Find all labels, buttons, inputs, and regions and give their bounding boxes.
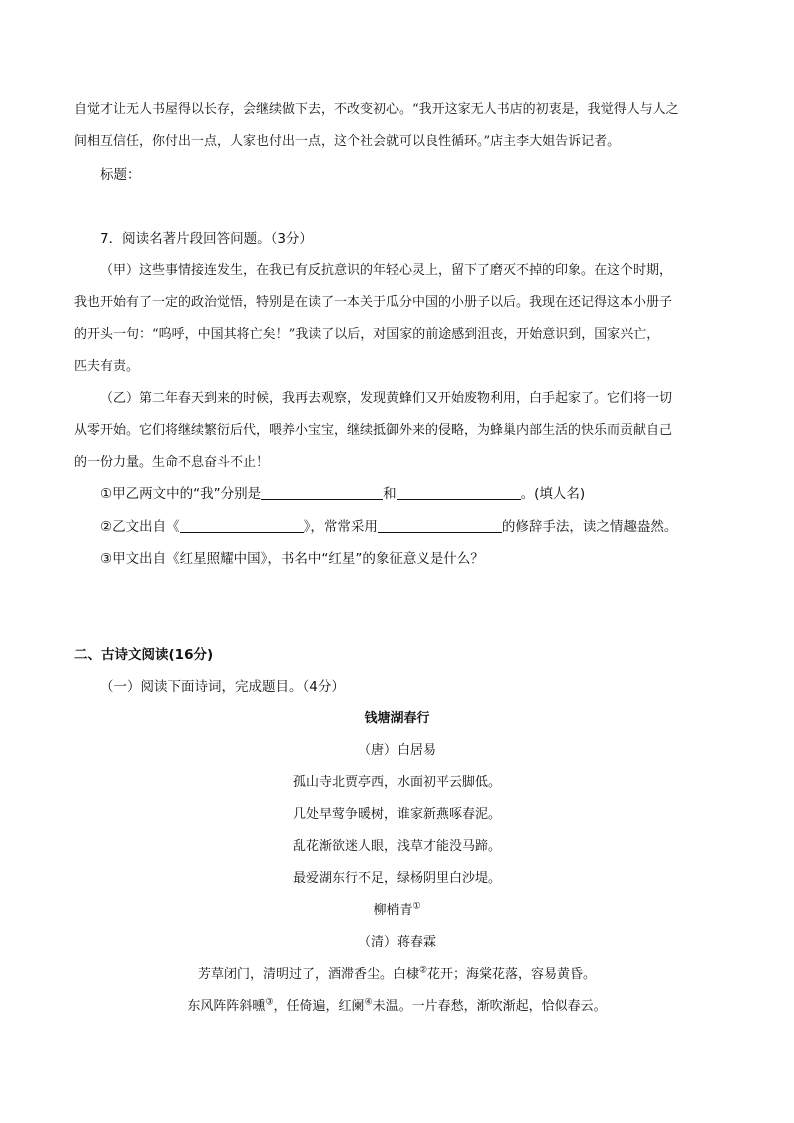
excerpt-jia-line: （甲）这些事情接连发生，在我已有反抗意识的年轻心灵上，留下了磨灭不掉的印象。在这个时期， [100, 263, 673, 278]
excerpt-yi-line: （乙）第二年春天到来的时候，我再去观察，发现黄蜂们又开始废物利用，白手起家了。它们将一切 [100, 391, 673, 406]
title-answer-label: 标题： [100, 167, 141, 183]
sub-question-3: ③甲文出自《红星照耀中国》，书名中“红星”的象征意义是什么？ [100, 551, 484, 567]
sub-question-2: ②乙文出自《 》，常常采用 的修辞手法，读之情趣盎然。 [100, 519, 678, 535]
excerpt-yi-line: 从零开始。它们将继续繁衍后代，喂养小宝宝，继续抵御外来的侵略，为蜂巢内部生活的快乐而贡献自己 [74, 423, 673, 438]
poem-line: 最爱湖东行不足，绿杨阴里白沙堤。 [292, 871, 501, 886]
poem-author: （清）蒋春霖 [357, 935, 436, 950]
excerpt-yi-line: 的一份力量。生命不息奋斗不止！ [74, 455, 270, 470]
answer-blank[interactable] [378, 518, 502, 533]
poem-line: 东风阵阵斜曛③，任倚遍，红阑④未温。一片春愁，渐吹渐起，恰似春云。 [187, 997, 607, 1014]
answer-blank[interactable] [261, 485, 383, 500]
excerpt-jia-line: 匹夫有责。 [74, 359, 140, 374]
poem-author: （唐）白居易 [357, 743, 436, 758]
sub-question-1: ①甲乙两文中的“我”分别是 和 。(填人名) [100, 486, 586, 502]
footnote-marker: ② [418, 965, 428, 976]
poem-line: 几处早莺争暖树，谁家新燕啄春泥。 [292, 807, 501, 822]
poem-line: 芳草闭门，清明过了，酒滞香尘。白棣②花开；海棠花落，容易黄昏。 [197, 965, 597, 982]
poem-line: 乱花渐欲迷人眼，浅草才能没马蹄。 [292, 839, 501, 854]
footnote-marker: ④ [364, 997, 373, 1008]
poem-title: 钱塘湖春行 [364, 711, 430, 726]
poem-title: 柳梢青① [373, 901, 421, 918]
excerpt-jia-line: 的开头一句：“呜呼，中国其将亡矣！”我读了以后，对国家的前途感到沮丧，开始意识到，国家兴亡， [74, 327, 660, 342]
excerpt-jia-line: 我也开始有了一定的政治觉悟，特别是在读了一本关于瓜分中国的小册子以后。我现在还记得这本小册子 [74, 295, 673, 310]
passage-line: 自觉才让无人书屋得以长存，会继续做下去，不改变初心。“我开这家无人书店的初衷是，我觉得人与人之 [74, 102, 679, 117]
section-2-heading: 二、古诗文阅读(16分) [74, 647, 214, 663]
poem-line: 孤山寺北贾亭西，水面初平云脚低。 [292, 775, 501, 790]
passage-line: 间相互信任，你付出一点，人家也付出一点，这个社会就可以良性循环。”店主李大姐告诉记者。 [74, 134, 621, 149]
answer-blank[interactable] [180, 518, 304, 533]
answer-blank[interactable] [397, 485, 521, 500]
section-2-subheading: （一）阅读下面诗词，完成题目。（4分） [100, 679, 345, 695]
footnote-marker: ③ [265, 997, 274, 1008]
footnote-marker: ① [412, 901, 421, 912]
question-7-heading: 7．阅读名著片段回答问题。（3分） [100, 231, 313, 247]
